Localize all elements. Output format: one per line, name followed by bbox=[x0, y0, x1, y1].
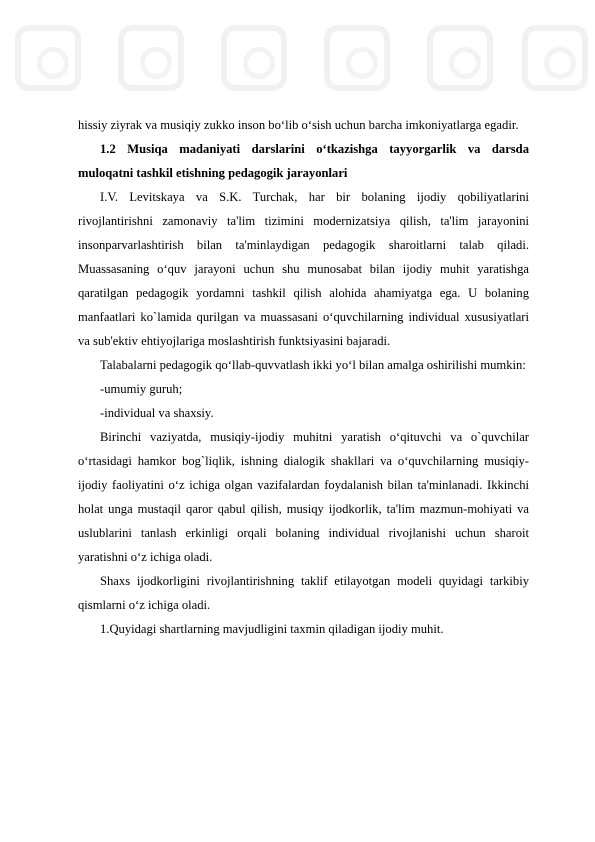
list-item: -individual va shaxsiy. bbox=[100, 406, 214, 420]
paragraph: Talabalarni pedagogik qo‘llab-quvvatlash ikki yo‘l bilan amalga oshirilishi mumkin: bbox=[100, 358, 526, 372]
numbered-item: 1.Quyidagi shartlarning mavjudligini taxmin qiladigan ijodiy muhit. bbox=[100, 622, 444, 636]
list-item: -umumiy guruh; bbox=[100, 382, 183, 396]
paragraph-continuation: hissiy ziyrak va musiqiy zukko inson bo‘lib o‘sish uchun barcha imkoniyatlarga egadir. bbox=[78, 118, 519, 132]
watermark-icon bbox=[15, 25, 81, 91]
paragraph: Shaxs ijodkorligini rivojlantirishning taklif etilayotgan modeli quyidagi tarkibiy qismlarni o‘z ichiga oladi. bbox=[78, 574, 529, 612]
watermark-icon bbox=[221, 25, 287, 91]
paragraph: Birinchi vaziyatda, musiqiy-ijodiy muhitni yaratish o‘qituvchi va o`quvchilar o‘rtasidagi hamkor bog`liqlik, ishning dialogik shakllari va o‘quvchilarning musiqiy-ijodiy faoliyatini o‘z ichiga olgan vazifalardan foydalanish bilan ta'minlanadi. Ikkinchi holat unga mustaqil qaror qabul qilish, musiqy ijodkorlik, ta'lim mazmun-mohiyati va uslublarini tanlash erkinligi orqali bolaning individual rivojlanishi uchun sharoit yaratishni o‘z ichiga oladi. bbox=[78, 430, 529, 564]
watermark-icon bbox=[427, 25, 493, 91]
watermark-icon bbox=[118, 25, 184, 91]
watermark-icon bbox=[522, 25, 588, 91]
section-heading: 1.2 Musiqa madaniyati darslarini o‘tkazishga tayyorgarlik va darsda muloqatni tashkil etishning pedagogik jarayonlari bbox=[78, 142, 529, 180]
document-body bbox=[78, 113, 529, 641]
paragraph: I.V. Levitskaya va S.K. Turchak, har bir bolaning ijodiy qobiliyatlarini rivojlantirishni zamonaviy ta'lim tizimini modernizatsiya qilish, ta'lim jarayonini insonparvarlashtirish bilan ta'minlaydigan pedagogik sharoitlarni talab qiladi. Muassasaning o‘quv jarayoni uchun shu munosabat bilan ijodiy muhit yaratishga qaratilgan pedagogik yordamni tashkil qilish alohida ahamiyatga ega. U bolaning manfaatlari ko`lamida qurilgan va muassasani o‘quvchilarning individual xususiyatlari va sub'ektiv ehtiyojlariga moslashtirish funktsiyasini bajaradi. bbox=[78, 190, 529, 348]
watermark-icon bbox=[324, 25, 390, 91]
